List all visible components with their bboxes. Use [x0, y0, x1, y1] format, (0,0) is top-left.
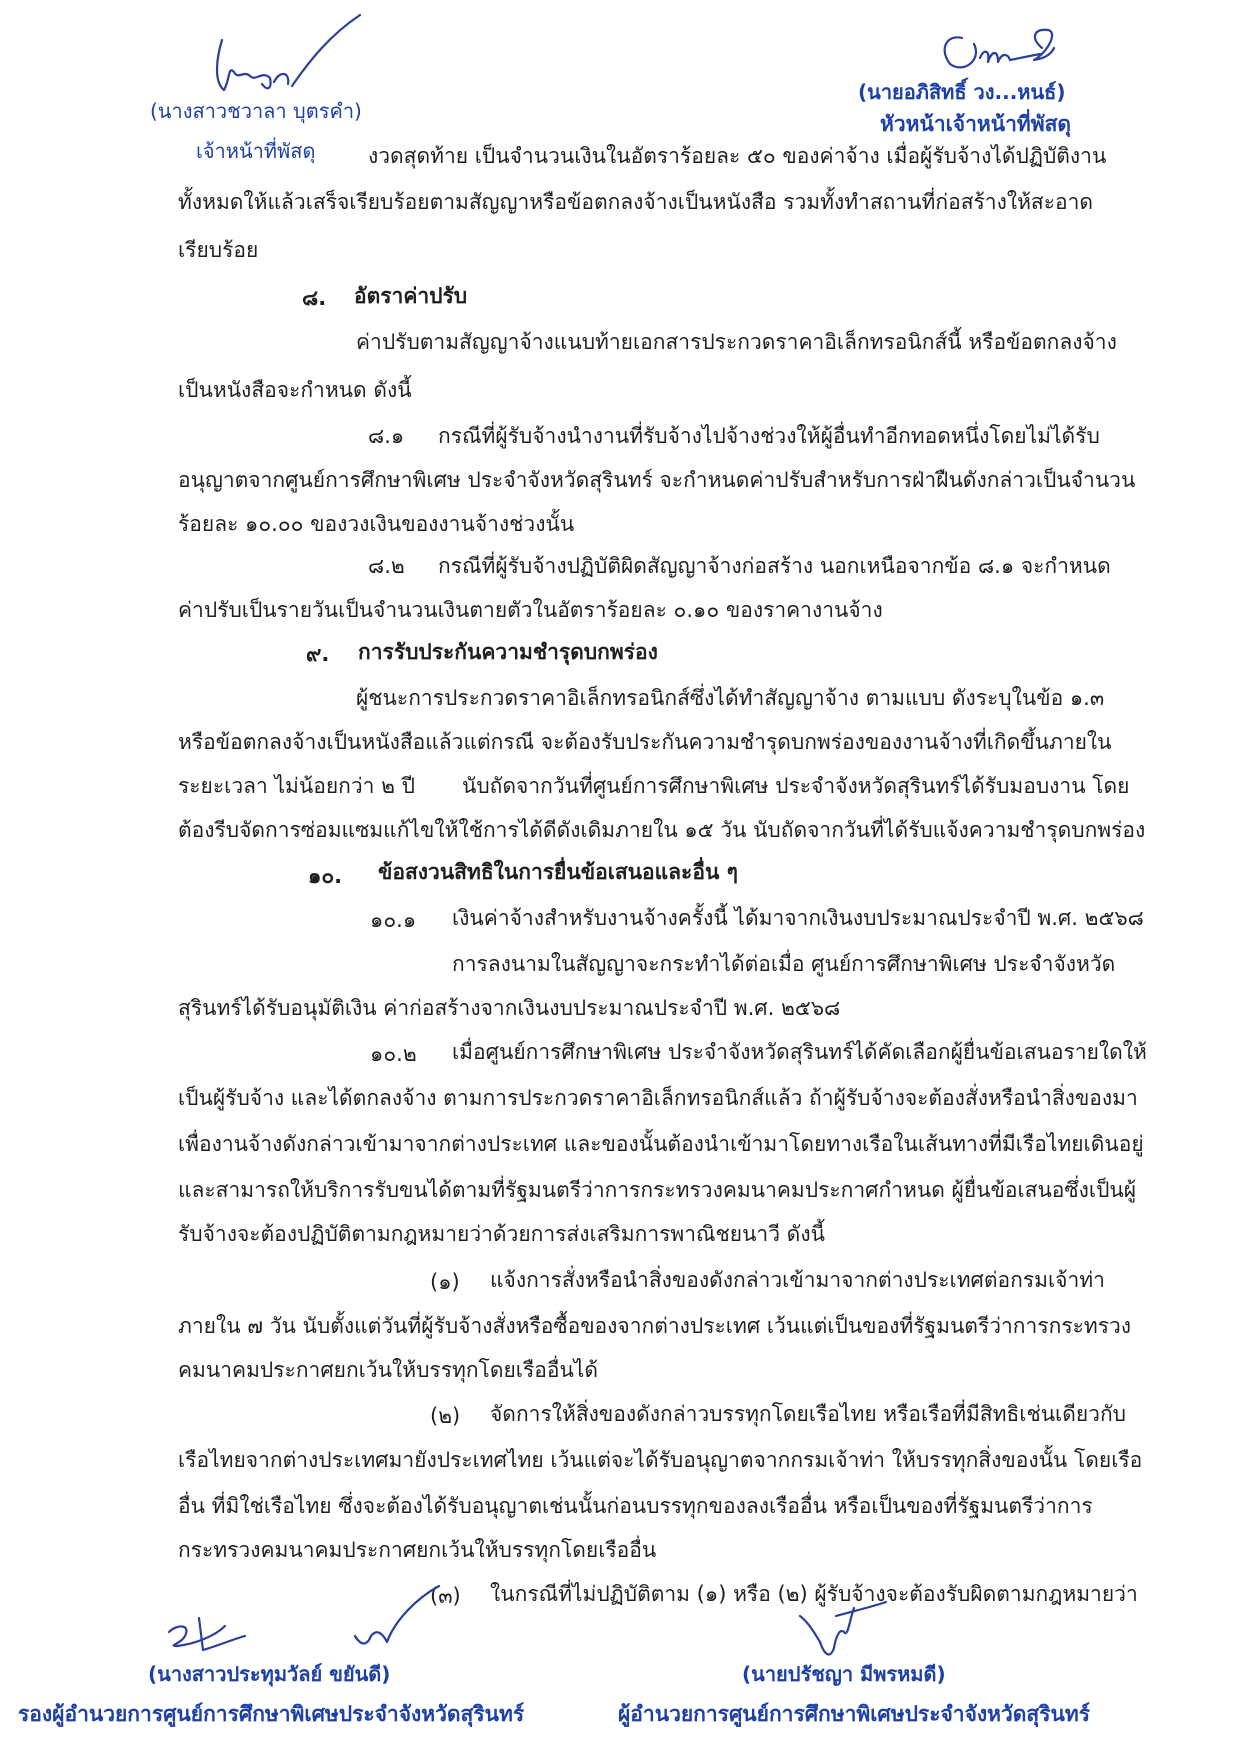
clause-10-2-line-4: และสามารถให้บริการรับขนได้ตามที่รัฐมนตรีว่าการกระทรวงคมนาคมประกาศกำหนด ผู้ยื่นข้อเสนอซึ่งเป็นผู้	[178, 1178, 1137, 1202]
item-2-line-4: กระทรวงคมนาคมประกาศยกเว้นให้บรรทุกโดยเรืออื่น	[178, 1538, 657, 1562]
footer-left-handwritten-signature	[155, 1580, 445, 1660]
section-10-number: ๑๐.	[308, 864, 343, 888]
item-1-number: (๑)	[430, 1270, 460, 1294]
footer-right-signatory-name: (นายปรัชญา มีพรหมดี)	[742, 1662, 946, 1686]
footer-left-signatory-name: (นางสาวประทุมวัลย์ ขยันดี)	[148, 1662, 391, 1686]
item-2-number: (๒)	[430, 1404, 461, 1428]
clause-8-2-number: ๘.๒	[368, 554, 405, 578]
header-left-signatory-name: (นางสาวชวาลา บุตรคำ)	[150, 99, 362, 123]
footer-right-signatory-title: ผู้อำนวยการศูนย์การศึกษาพิเศษประจำจังหวัดสุรินทร์	[618, 1702, 1090, 1726]
section-9-line-3a: ระยะเวลา ไม่น้อยกว่า ๒ ปี	[178, 774, 415, 798]
clause-8-2-line-2: ค่าปรับเป็นรายวันเป็นจำนวนเงินตายตัวในอัตราร้อยละ ๐.๑๐ ของราคางานจ้าง	[178, 598, 883, 622]
section-9-line-2: หรือข้อตกลงจ้างเป็นหนังสือแล้วแต่กรณี จะต้องรับประกันความชำรุดบกพร่องของงานจ้างที่เกิดขึ้นภายใน	[178, 730, 1112, 754]
right-handwritten-signature	[930, 8, 1130, 78]
clause-10-2-number: ๑๐.๒	[370, 1042, 417, 1066]
clause-8-1-line-1: กรณีที่ผู้รับจ้างนำงานที่รับจ้างไปจ้างช่วงให้ผู้อื่นทำอีกทอดหนึ่งโดยไม่ได้รับ	[438, 424, 1100, 448]
item-2-line-1: จัดการให้สิ่งของดังกล่าวบรรทุกโดยเรือไทย หรือเรือที่มีสิทธิเช่นเดียวกับ	[490, 1402, 1127, 1426]
section-8-heading: อัตราค่าปรับ	[354, 284, 468, 308]
header-left-signatory-title: เจ้าหน้าที่พัสดุ	[196, 139, 316, 163]
clause-10-2-line-1: เมื่อศูนย์การศึกษาพิเศษ ประจำจังหวัดสุรินทร์ได้คัดเลือกผู้ยื่นข้อเสนอรายใดให้	[452, 1040, 1147, 1064]
clause-10-1-number: ๑๐.๑	[370, 908, 417, 932]
header-right-signatory-name: (นายอภิสิทธิ์ วง...หนธ์)	[858, 80, 1066, 104]
section-9-heading: การรับประกันความชำรุดบกพร่อง	[358, 640, 658, 664]
item-1-line-1: แจ้งการสั่งหรือนำสิ่งของดังกล่าวเข้ามาจากต่างประเทศต่อกรมเจ้าท่า	[490, 1268, 1105, 1292]
left-handwritten-signature	[200, 10, 380, 105]
section-8-number: ๘.	[302, 286, 327, 310]
item-2-line-2: เรือไทยจากต่างประเทศมายังประเทศไทย เว้นแต่จะได้รับอนุญาตจากกรมเจ้าท่า ให้บรรทุกสิ่งของนั้น โดยเรือ	[178, 1448, 1143, 1472]
section-9-line-4: ต้องรีบจัดการซ่อมแซมแก้ไขให้ใช้การได้ดีดังเดิมภายใน ๑๕ วัน นับถัดจากวันที่ได้รับแจ้งความชำรุดบกพร่อง	[178, 818, 1146, 842]
item-3-number: (๓)	[430, 1584, 461, 1608]
item-2-line-3: อื่น ที่มิใช่เรือไทย ซึ่งจะต้องได้รับอนุญาตเช่นนั้นก่อนบรรทุกของลงเรืออื่น หรือเป็นของที่รัฐมนตรีว่าการ	[178, 1494, 1093, 1518]
clause-10-1-line-3: สุรินทร์ได้รับอนุมัติเงิน ค่าก่อสร้างจากเงินงบประมาณประจำปี พ.ศ. ๒๕๖๘	[178, 996, 841, 1020]
clause-8-1-line-3: ร้อยละ ๑๐.๐๐ ของวงเงินของงานจ้างช่วงนั้น	[178, 512, 575, 536]
item-3-line-1: ในกรณีที่ไม่ปฏิบัติตาม (๑) หรือ (๒) ผู้รับจ้างจะต้องรับผิดตามกฎหมายว่า	[490, 1582, 1138, 1606]
section-9-line-1: ผู้ชนะการประกวดราคาอิเล็กทรอนิกส์ซึ่งได้ทำสัญญาจ้าง ตามแบบ ดังระบุในข้อ ๑.๓	[356, 686, 1105, 710]
section-9-line-3b: นับถัดจากวันที่ศูนย์การศึกษาพิเศษ ประจำจังหวัดสุรินทร์ได้รับมอบงาน โดย	[462, 774, 1130, 798]
clause-8-1-number: ๘.๑	[368, 424, 405, 448]
clause-8-2-line-1: กรณีที่ผู้รับจ้างปฏิบัติผิดสัญญาจ้างก่อสร้าง นอกเหนือจากข้อ ๘.๑ จะกำหนด	[438, 554, 1111, 578]
section-8-intro-line-2: เป็นหนังสือจะกำหนด ดังนี้	[178, 378, 412, 402]
clause-10-1-line-2: การลงนามในสัญญาจะกระทำได้ต่อเมื่อ ศูนย์การศึกษาพิเศษ ประจำจังหวัด	[452, 952, 1116, 976]
clause-10-2-line-3: เพื่องานจ้างดังกล่าวเข้ามาจากต่างประเทศ และของนั้นต้องนำเข้ามาโดยทางเรือในเส้นทางที่มีเรือไทยเดินอยู่	[178, 1132, 1144, 1156]
clause-10-2-line-2: เป็นผู้รับจ้าง และได้ตกลงจ้าง ตามการประกวดราคาอิเล็กทรอนิกส์แล้ว ถ้าผู้รับจ้างจะต้องสั่งหรือนำสิ่งของมา	[178, 1086, 1138, 1110]
final-installment-line-2: ทั้งหมดให้แล้วเสร็จเรียบร้อยตามสัญญาหรือข้อตกลงจ้างเป็นหนังสือ รวมทั้งทำสถานที่ก่อสร้างให้สะอาด	[178, 190, 1094, 214]
clause-8-1-line-2: อนุญาตจากศูนย์การศึกษาพิเศษ ประจำจังหวัดสุรินทร์ จะกำหนดค่าปรับสำหรับการฝ่าฝืนดังกล่าวเป็นจำนวน	[178, 468, 1136, 492]
footer-left-signatory-title: รองผู้อำนวยการศูนย์การศึกษาพิเศษประจำจังหวัดสุรินทร์	[18, 1702, 525, 1726]
item-1-line-3: คมนาคมประกาศยกเว้นให้บรรทุกโดยเรืออื่นได้	[178, 1358, 598, 1382]
final-installment-line-3: เรียบร้อย	[178, 238, 259, 262]
final-installment-line-1: งวดสุดท้าย เป็นจำนวนเงินในอัตราร้อยละ ๕๐ ของค่าจ้าง เมื่อผู้รับจ้างได้ปฏิบัติงาน	[368, 144, 1107, 168]
section-8-intro-line-1: ค่าปรับตามสัญญาจ้างแนบท้ายเอกสารประกวดราคาอิเล็กทรอนิกส์นี้ หรือข้อตกลงจ้าง	[356, 330, 1117, 354]
clause-10-1-line-1: เงินค่าจ้างสำหรับงานจ้างครั้งนี้ ได้มาจากเงินงบประมาณประจำปี พ.ศ. ๒๕๖๘	[452, 906, 1144, 930]
section-10-heading: ข้อสงวนสิทธิในการยื่นข้อเสนอและอื่น ๆ	[378, 860, 738, 884]
header-right-signatory-title: หัวหน้าเจ้าหน้าที่พัสดุ	[880, 112, 1072, 136]
item-1-line-2: ภายใน ๗ วัน นับตั้งแต่วันที่ผู้รับจ้างสั่งหรือซื้อของจากต่างประเทศ เว้นแต่เป็นของที่รัฐมนตรีว่าการกระทรวง	[178, 1314, 1132, 1338]
section-9-number: ๙.	[306, 642, 330, 666]
clause-10-2-line-5: รับจ้างจะต้องปฏิบัติตามกฎหมายว่าด้วยการส่งเสริมการพาณิชยนาวี ดังนี้	[178, 1222, 825, 1246]
footer-right-handwritten-signature	[790, 1588, 900, 1668]
